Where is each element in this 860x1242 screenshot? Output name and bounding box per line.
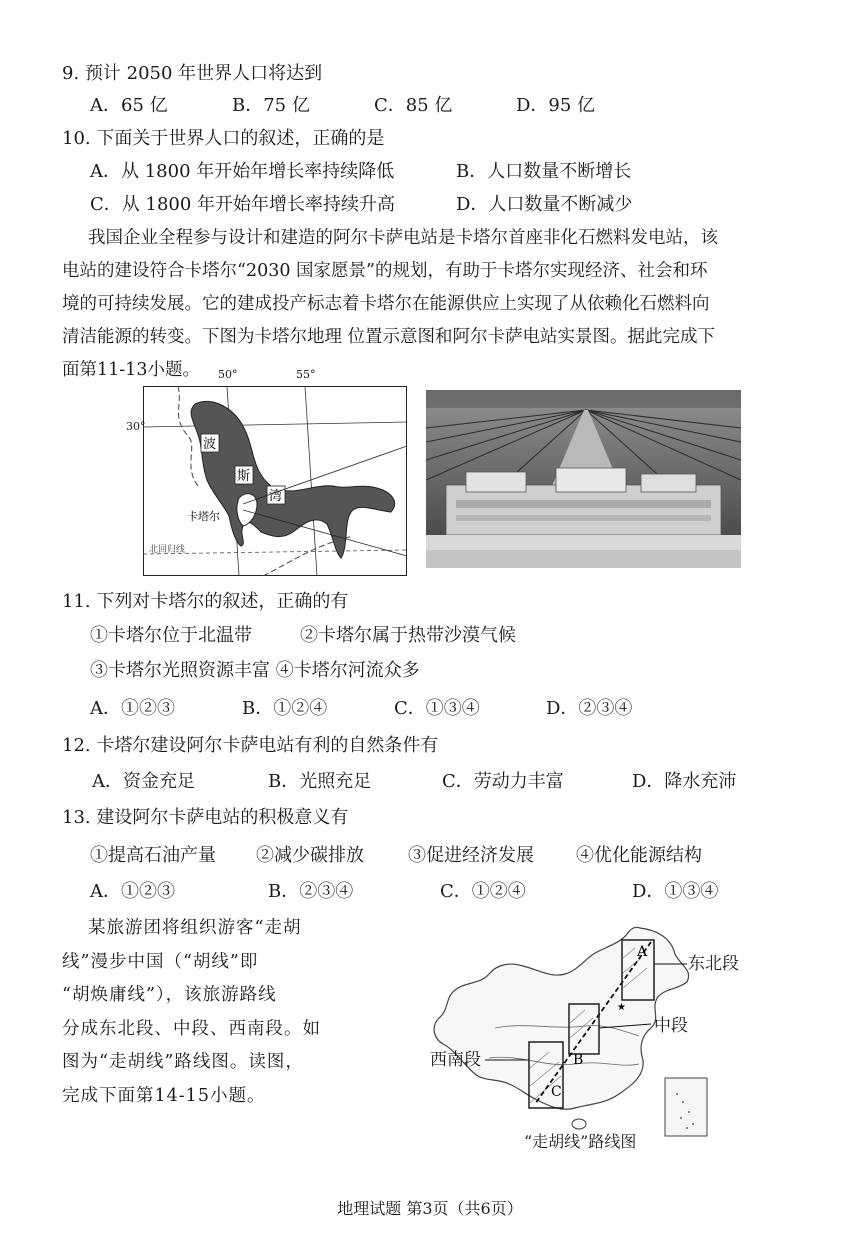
q11-stem: 11. 下列对卡塔尔的叙述，正确的有 <box>62 591 349 612</box>
passage-hu-line <box>62 912 362 1113</box>
passage-hu-line-2: 线”漫步中国（“胡线”即 <box>62 951 259 972</box>
q11-statement-1: ①卡塔尔位于北温带 <box>90 625 252 646</box>
q11-option-b: B．①②④ <box>242 698 328 719</box>
gulf-char-2: 斯 <box>237 469 251 484</box>
q9-option-d: D．95 亿 <box>516 95 596 116</box>
al-kharsaah-solar-plant-photo <box>426 390 741 568</box>
q13-option-d: D．①③④ <box>632 881 719 902</box>
q9-stem: 9. 预计 2050 年世界人口将达到 <box>62 63 323 84</box>
beijing-star-icon: ★ <box>617 1002 626 1013</box>
china-outline-shape <box>434 927 689 1109</box>
passage-qatar <box>62 222 812 387</box>
lon-label-55: 55° <box>296 368 316 381</box>
q13-stem: 13. 建设阿尔卡萨电站的积极意义有 <box>62 807 349 828</box>
passage-hu-line-5: 图为“走胡线”路线图。读图， <box>62 1052 304 1072</box>
gulf-char-3: 湾 <box>269 489 283 504</box>
passage-qatar-line-3: 境的可持续发展。它的建成投产标志着卡塔尔在能源供应上实现了从依赖化石燃料向 <box>62 294 710 314</box>
q11-option-a: A．①②③ <box>90 698 175 719</box>
q9-option-a: A．65 亿 <box>90 95 168 116</box>
lat-label-30: 30° <box>126 420 146 433</box>
tropic-label: 北回归线 <box>149 545 186 555</box>
passage-hu-line-4: 分成东北段、中段、西南段。如 <box>62 1018 321 1039</box>
point-b: B <box>573 1052 584 1068</box>
q11-option-c: C．①③④ <box>394 698 480 719</box>
passage-hu-line-6: 完成下面第14-15小题。 <box>62 1085 266 1106</box>
qatar-location-map <box>143 386 407 576</box>
passage-qatar-line-1: 我国企业全程参与设计和建造的阿尔卡萨电站是卡塔尔首座非化石燃料发电站，该 <box>88 228 718 248</box>
gulf-char-1: 波 <box>203 437 217 452</box>
q10-option-a: A．从 1800 年开始年增长率持续降低 <box>90 161 395 182</box>
hu-line-route-map <box>425 918 725 1158</box>
q10-option-c: C．从 1800 年开始年增长率持续升高 <box>90 194 396 215</box>
q12-option-b: B．光照充足 <box>268 771 372 792</box>
q13-statement-1: ①提高石油产量 <box>90 845 216 866</box>
q13-statement-4: ④优化能源结构 <box>576 845 702 866</box>
q13-statement-2: ②减少碳排放 <box>256 845 364 866</box>
q13-option-b: B．②③④ <box>268 881 354 902</box>
q11-statement-2: ②卡塔尔属于热带沙漠气候 <box>300 625 516 646</box>
q12-option-d: D．降水充沛 <box>632 771 737 792</box>
q13-option-a: A．①②③ <box>90 881 175 902</box>
point-a: A <box>637 944 648 960</box>
qatar-label: 卡塔尔 <box>187 510 220 523</box>
passage-qatar-line-4: 清洁能源的转变。下图为卡塔尔地理 位置示意图和阿尔卡萨电站实景图。据此完成下 <box>62 327 716 347</box>
q13-statement-3: ③促进经济发展 <box>408 845 534 866</box>
route-map-caption: “走胡线”路线图 <box>524 1132 637 1151</box>
q9-option-b: B．75 亿 <box>232 95 310 116</box>
q11-option-d: D．②③④ <box>546 698 633 719</box>
q11-statement-3-4: ③卡塔尔光照资源丰富 ④卡塔尔河流众多 <box>90 660 420 681</box>
point-c: C <box>551 1084 562 1100</box>
q9-option-c: C．85 亿 <box>374 95 453 116</box>
passage-hu-line-3: “胡焕庸线”），该旅游路线 <box>62 985 277 1005</box>
q10-stem: 10. 下面关于世界人口的叙述，正确的是 <box>62 128 385 149</box>
segment-northeast-label: 东北段 <box>688 954 739 974</box>
passage-qatar-line-5: 面第11-13小题。 <box>62 360 200 380</box>
lon-label-50: 50° <box>218 368 238 381</box>
segment-middle-label: 中段 <box>654 1016 688 1036</box>
passage-qatar-line-2: 电站的建设符合卡塔尔“2030 国家愿景”的规划，有助于卡塔尔实现经济、社会和环 <box>62 261 708 281</box>
segment-southwest-label: 西南段 <box>430 1050 481 1070</box>
q13-option-c: C．①②④ <box>440 881 526 902</box>
q12-stem: 12. 卡塔尔建设阿尔卡萨电站有利的自然条件有 <box>62 735 439 756</box>
q12-option-c: C．劳动力丰富 <box>442 771 564 792</box>
q10-option-d: D．人口数量不断减少 <box>456 194 633 215</box>
q12-option-a: A．资金充足 <box>92 771 195 792</box>
page-footer: 地理试题 第3页（共6页） <box>337 1199 523 1218</box>
passage-hu-line-1: 某旅游团将组织游客“走胡 <box>88 918 302 938</box>
q10-option-b: B．人口数量不断增长 <box>456 161 632 182</box>
